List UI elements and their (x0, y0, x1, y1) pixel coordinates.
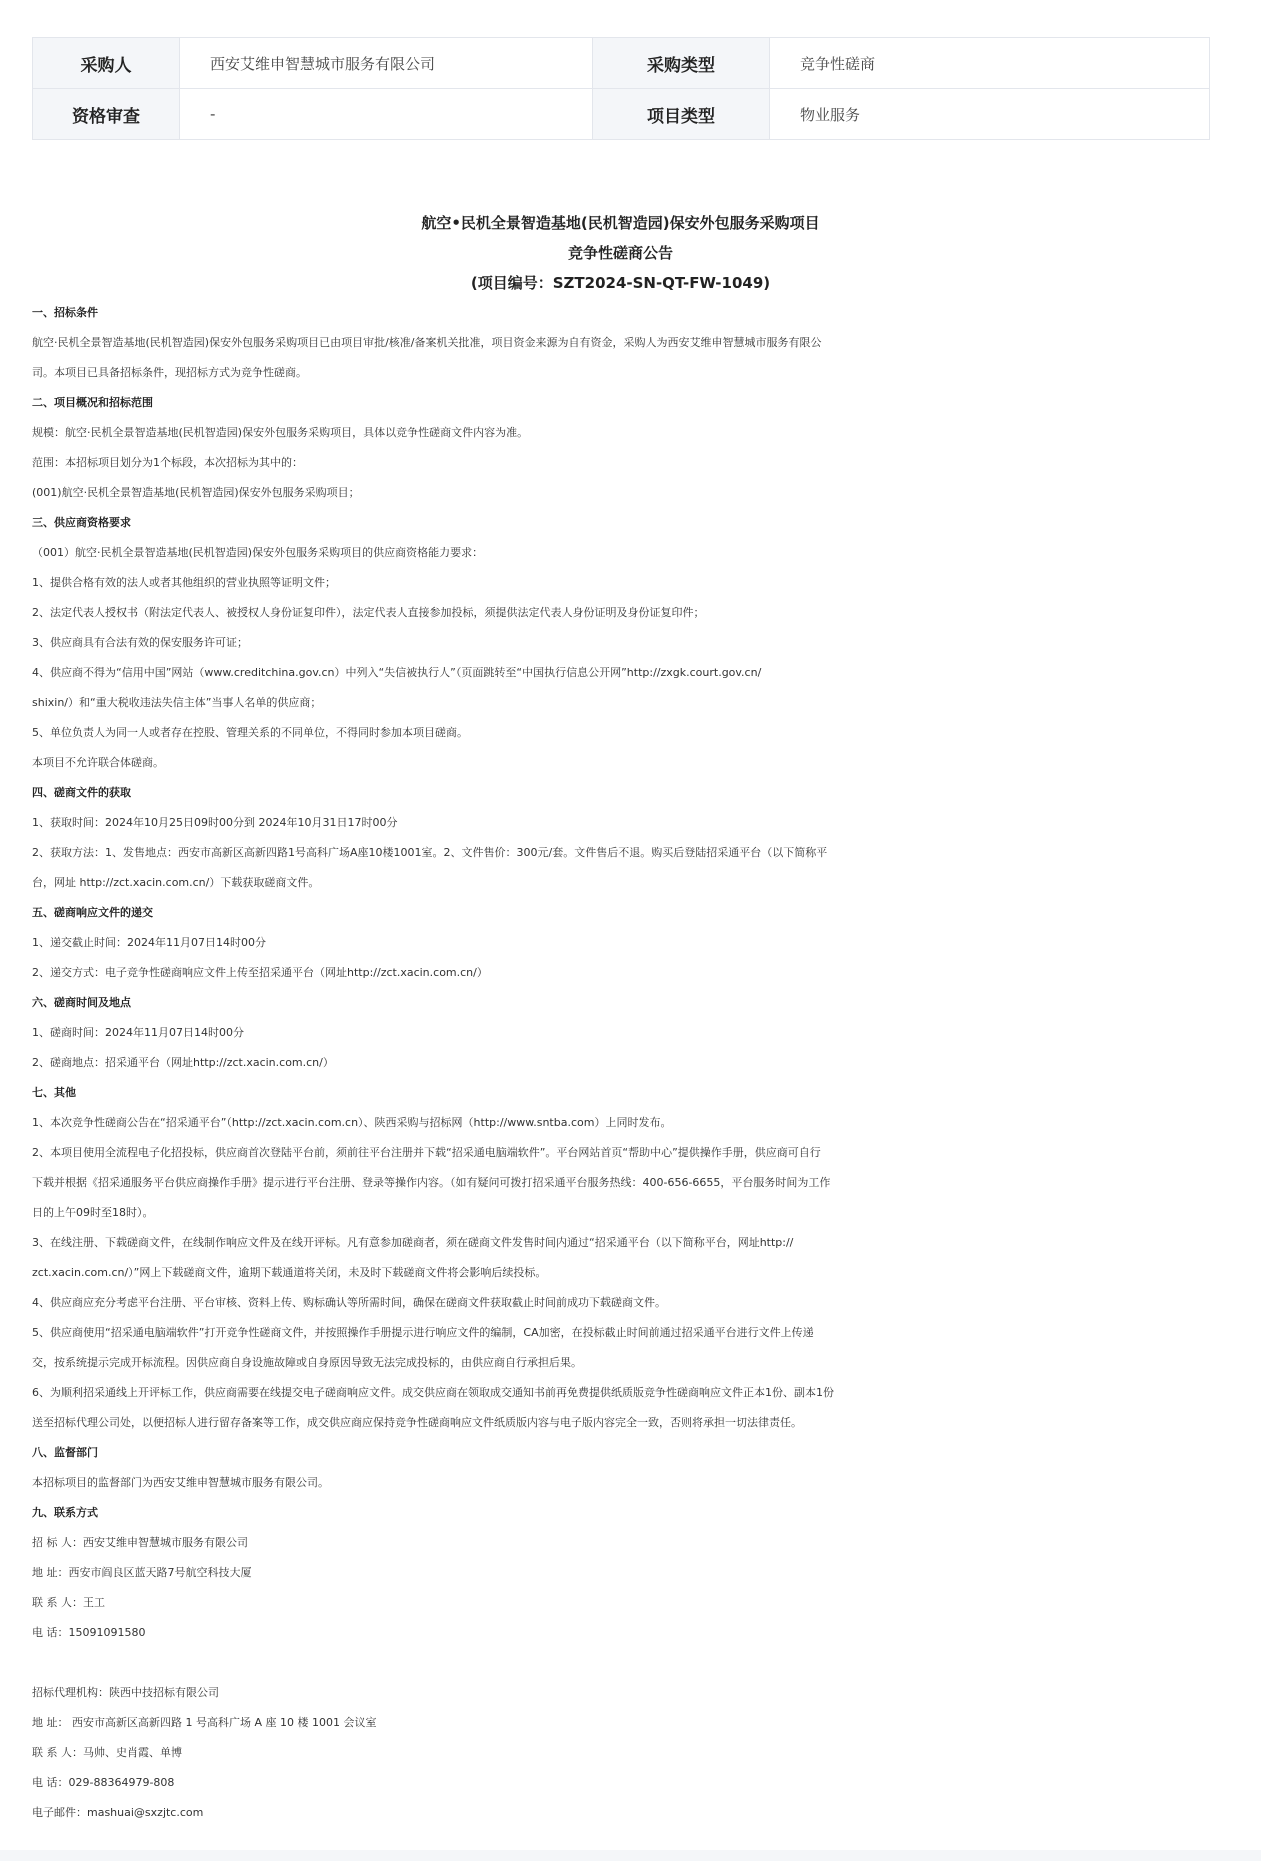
paragraph: 2、递交方式：电子竞争性磋商响应文件上传至招采通平台（网址http://zct.xacin.com.cn/） (32, 966, 488, 979)
paragraph: 2、本项目使用全流程电子化招投标，供应商首次登陆平台前，须前往平台注册并下载“招采通电脑端软件”。平台网站首页“帮助中心”提供操作手册，供应商可自行 (32, 1146, 821, 1159)
agency-line: 电 话：029-88364979-808 (32, 1776, 175, 1789)
paragraph: 1、获取时间：2024年10月25日09时00分到 2024年10月31日17时00分 (32, 816, 398, 829)
paragraph: 5、供应商使用“招采通电脑端软件”打开竞争性磋商文件，并按照操作手册提示进行响应文件的编制，CA加密，在投标截止时间前通过招采通平台进行文件上传递 (32, 1326, 814, 1339)
paragraph: 台，网址 http://zct.xacin.com.cn/）下载获取磋商文件。 (32, 876, 320, 889)
notice-title: 航空•民机全景智造基地(民机智造园)保安外包服务采购项目 (421, 214, 820, 232)
paragraph: （001）航空·民机全景智造基地(民机智造园)保安外包服务采购项目的供应商资格能力要求： (32, 546, 484, 559)
paragraph: 1、磋商时间：2024年11月07日14时00分 (32, 1026, 244, 1039)
section-heading: 八、监督部门 (32, 1446, 98, 1459)
paragraph: 招 标 人：西安艾维申智慧城市服务有限公司 (32, 1536, 248, 1549)
paragraph: 3、在线注册、下载磋商文件，在线制作响应文件及在线开评标。凡有意参加磋商者，须在磋商文件发售时间内通过“招采通平台（以下简称平台，网址http:// (32, 1236, 794, 1249)
qualification-review-value: - (180, 89, 593, 140)
notice-sections (32, 298, 1232, 1648)
paragraph: 司。本项目已具备招标条件，现招标方式为竞争性磋商。 (32, 366, 307, 379)
section-heading: 四、磋商文件的获取 (32, 786, 131, 799)
paragraph: 本项目不允许联合体磋商。 (32, 756, 164, 769)
paragraph: 2、磋商地点：招采通平台（网址http://zct.xacin.com.cn/） (32, 1056, 334, 1069)
paragraph: shixin/）和“重大税收违法失信主体”当事人名单的供应商； (32, 696, 322, 709)
paragraph: (001)航空·民机全景智造基地(民机智造园)保安外包服务采购项目； (32, 486, 360, 499)
paragraph: 日的上午09时至18时）。 (32, 1206, 154, 1219)
agency-contact (32, 1678, 1232, 1828)
project-type-value: 物业服务 (770, 89, 1210, 140)
paragraph: 4、供应商不得为“信用中国”网站（www.creditchina.gov.cn）中列入“失信被执行人”（页面跳转至“中国执行信息公开网”http://zxgk.court.gov.cn/ (32, 666, 762, 679)
paragraph: 本招标项目的监督部门为西安艾维申智慧城市服务有限公司。 (32, 1476, 329, 1489)
paragraph: 联 系 人：王工 (32, 1596, 105, 1609)
notice-subtitle: 竞争性磋商公告 (567, 244, 673, 262)
paragraph: 电 话：15091091580 (32, 1626, 146, 1639)
section-heading: 五、磋商响应文件的递交 (32, 906, 153, 919)
section-heading: 二、项目概况和招标范围 (32, 396, 153, 409)
procurement-type-label: 采购类型 (593, 38, 770, 89)
section-heading: 九、联系方式 (32, 1506, 98, 1519)
section-heading: 一、招标条件 (32, 306, 98, 319)
paragraph: 航空·民机全景智造基地(民机智造园)保安外包服务采购项目已由项目审批/核准/备案机关批准，项目资金来源为自有资金，采购人为西安艾维申智慧城市服务有限公 (32, 336, 822, 349)
procurement-info-table (32, 37, 1210, 140)
paragraph: 地 址：西安市阎良区蓝天路7号航空科技大厦 (32, 1566, 252, 1579)
agency-line: 招标代理机构：陕西中技招标有限公司 (32, 1686, 219, 1699)
paragraph: 4、供应商应充分考虑平台注册、平台审核、资料上传、购标确认等所需时间，确保在磋商文件获取截止时间前成功下载磋商文件。 (32, 1296, 666, 1309)
agency-line: 电子邮件：mashuai@sxzjtc.com (32, 1806, 204, 1819)
section-heading: 三、供应商资格要求 (32, 516, 131, 529)
purchaser-value: 西安艾维申智慧城市服务有限公司 (180, 38, 593, 89)
procurement-type-value: 竞争性磋商 (770, 38, 1210, 89)
agency-line: 联 系 人：马帅、史肖霞、单博 (32, 1746, 182, 1759)
paragraph: 1、递交截止时间：2024年11月07日14时00分 (32, 936, 266, 949)
paragraph: 交，按系统提示完成开标流程。因供应商自身设施故障或自身原因导致无法完成投标的，由供应商自行承担后果。 (32, 1356, 582, 1369)
paragraph: 范围：本招标项目划分为1个标段，本次招标为其中的： (32, 456, 303, 469)
project-type-label: 项目类型 (593, 89, 770, 140)
section-heading: 七、其他 (32, 1086, 76, 1099)
paragraph: 2、获取方法：1、发售地点：西安市高新区高新四路1号高科广场A座10楼1001室。2、文件售价：300元/套。文件售后不退。购买后登陆招采通平台（以下简称平 (32, 846, 828, 859)
project-number: (项目编号：SZT2024-SN-QT-FW-1049) (470, 274, 771, 292)
paragraph: 6、为顺利招采通线上开评标工作，供应商需要在线提交电子磋商响应文件。成交供应商在领取成交通知书前再免费提供纸质版竞争性磋商响应文件正本1份、副本1份 (32, 1386, 834, 1399)
paragraph: 2、法定代表人授权书（附法定代表人、被授权人身份证复印件），法定代表人直接参加投标，须提供法定代表人身份证明及身份证复印件； (32, 606, 705, 619)
paragraph: 1、本次竞争性磋商公告在“招采通平台”（http://zct.xacin.com.cn）、陕西采购与招标网（http://www.sntba.com）上同时发布。 (32, 1116, 672, 1129)
info-row (33, 38, 1210, 89)
paragraph: 3、供应商具有合法有效的保安服务许可证； (32, 636, 248, 649)
section-heading: 六、磋商时间及地点 (32, 996, 131, 1009)
purchaser-label: 采购人 (33, 38, 180, 89)
paragraph: zct.xacin.com.cn/）”网上下载磋商文件，逾期下载通道将关闭，未及时下载磋商文件将会影响后续投标。 (32, 1266, 547, 1279)
section-spacer (32, 1648, 1232, 1678)
page-footer-bar (0, 1850, 1261, 1861)
paragraph: 5、单位负责人为同一人或者存在控股、管理关系的不同单位，不得同时参加本项目磋商。 (32, 726, 468, 739)
announcement-body (32, 208, 1232, 1828)
paragraph: 1、提供合格有效的法人或者其他组织的营业执照等证明文件； (32, 576, 336, 589)
paragraph: 送至招标代理公司处，以便招标人进行留存备案等工作，成交供应商应保持竞争性磋商响应文件纸质版内容与电子版内容完全一致，否则将承担一切法律责任。 (32, 1416, 802, 1429)
paragraph: 下载并根据《招采通服务平台供应商操作手册》提示进行平台注册、登录等操作内容。（如有疑问可拨打招采通平台服务热线：400-656-6655，平台服务时间为工作 (32, 1176, 831, 1189)
info-row (33, 89, 1210, 140)
qualification-review-label: 资格审查 (33, 89, 180, 140)
paragraph: 规模：航空·民机全景智造基地(民机智造园)保安外包服务采购项目，具体以竞争性磋商文件内容为准。 (32, 426, 529, 439)
agency-line: 地 址： 西安市高新区高新四路 1 号高科广场 A 座 10 楼 1001 会议室 (32, 1716, 377, 1729)
